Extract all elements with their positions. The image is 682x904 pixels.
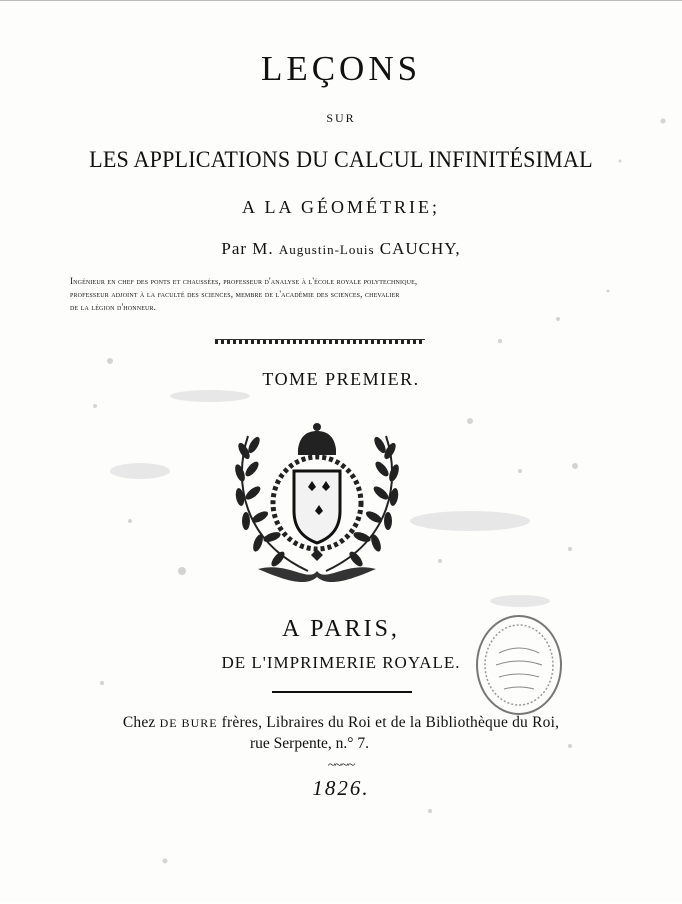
volume-label: TOME PREMIER. xyxy=(262,369,420,389)
publication-year: 1826. xyxy=(312,776,370,800)
author-given-name: Augustin-Louis xyxy=(278,242,375,257)
royal-arms-icon xyxy=(228,421,406,587)
publisher-suffix: frères, Libraires du Roi et de la Bibliothèque du Roi, xyxy=(221,714,560,731)
credentials-line: professeur adjoint à la faculté des sciences, membre de l'académie des sciences, chevalier xyxy=(70,289,400,299)
author-prefix: Par M. xyxy=(221,239,274,258)
book-subtitle-2: A LA GÉOMÉTRIE; xyxy=(242,197,440,217)
publisher-name: DE BURE xyxy=(159,716,218,730)
publisher-prefix: Chez xyxy=(122,714,156,731)
credentials-line: de la légion d'honneur. xyxy=(70,302,157,312)
publisher-line xyxy=(0,714,682,732)
ornament: ~~~~ xyxy=(327,758,355,773)
book-subtitle: LES APPLICATIONS DU CALCUL INFINITÉSIMAL xyxy=(89,147,593,172)
author-line xyxy=(0,239,682,259)
library-stamp-icon xyxy=(474,613,564,717)
credentials-line: Ingénieur en chef des ponts et chaussées, professeur d'analyse à l'école royale polytechnique, xyxy=(70,276,418,286)
author-surname: CAUCHY, xyxy=(379,239,461,258)
ornamental-rule xyxy=(215,339,425,344)
title-connector: SUR xyxy=(326,111,356,125)
author-credentials xyxy=(70,275,615,314)
imprint-city: A PARIS, xyxy=(282,616,400,642)
imprint-rule xyxy=(272,691,412,693)
imprint-printer: DE L'IMPRIMERIE ROYALE. xyxy=(221,653,461,672)
publisher-address: rue Serpente, n.° 7. xyxy=(250,735,369,752)
book-title: LEÇONS xyxy=(260,49,422,88)
